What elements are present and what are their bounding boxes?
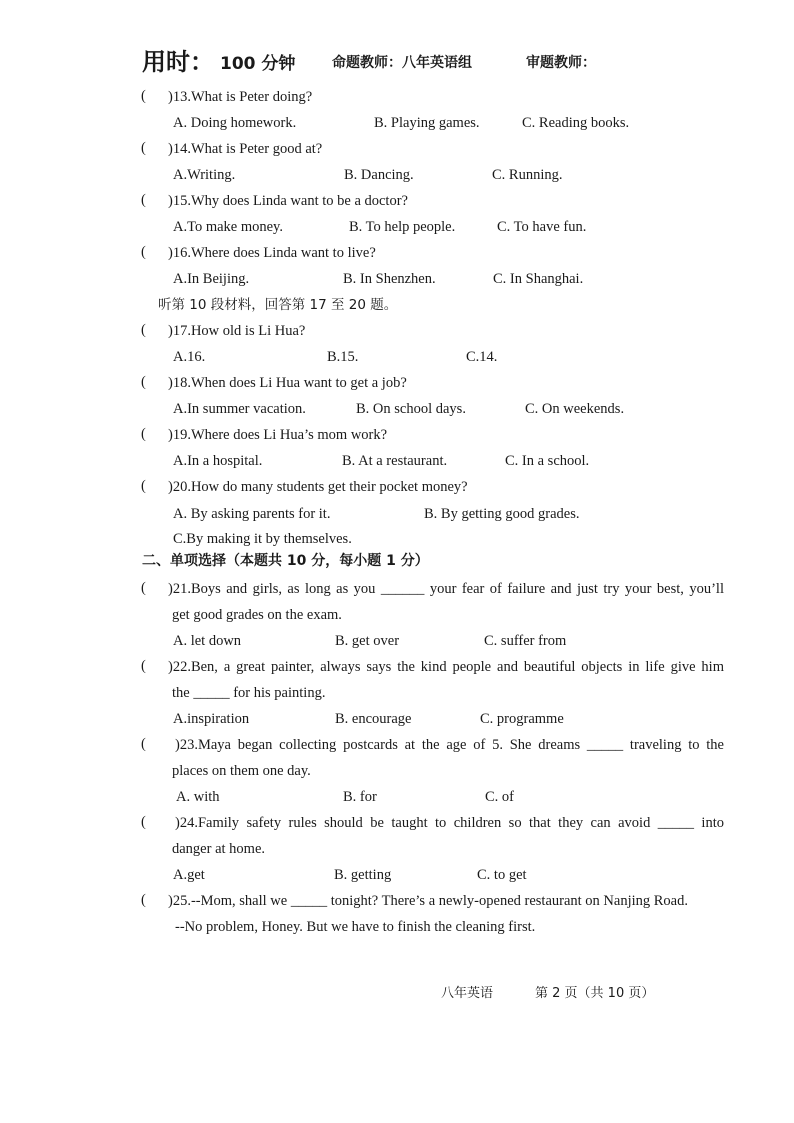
footer-subject: 八年英语	[441, 986, 494, 1001]
option-b: B. At a restaurant.	[342, 453, 448, 469]
question-text: )17.How old is Li Hua?	[168, 323, 306, 339]
question-text: )22.Ben, a great painter, always says the kind people and beautiful objects in life give him	[168, 659, 724, 675]
answer-bracket[interactable]: (	[141, 478, 146, 494]
option-b: B. By getting good grades.	[424, 506, 580, 522]
question-text: )18.When does Li Hua want to get a job?	[168, 375, 407, 391]
question-text: )19.Where does Li Hua’s mom work?	[168, 427, 388, 443]
option-b: B.15.	[327, 349, 359, 365]
answer-bracket[interactable]: (	[141, 814, 146, 830]
question-text-continued: get good grades on the exam.	[172, 607, 342, 623]
option-b: B. In Shenzhen.	[343, 271, 436, 287]
option-b: B. getting	[334, 867, 392, 883]
option-a: A. Doing homework.	[173, 115, 297, 131]
question-text: )14.What is Peter good at?	[168, 141, 323, 157]
option-c: C. to get	[477, 867, 527, 883]
answer-bracket[interactable]: (	[141, 88, 146, 104]
answer-bracket[interactable]: (	[141, 736, 146, 752]
option-a: A. By asking parents for it.	[173, 506, 331, 522]
option-a: A. with	[176, 789, 220, 805]
question-text: )16.Where does Linda want to live?	[168, 245, 376, 261]
option-a: A.In summer vacation.	[173, 401, 306, 417]
question-text: )25.--Mom, shall we _____ tonight? There’s a newly-opened restaurant on Nanjing Road.	[168, 893, 688, 909]
question-text: )23.Maya began collecting postcards at the age of 5. She dreams _____ traveling to the	[175, 737, 724, 753]
answer-bracket[interactable]: (	[141, 426, 146, 442]
option-c: C. suffer from	[484, 633, 567, 649]
question-text: )20.How do many students get their pocket money?	[168, 479, 468, 495]
answer-bracket[interactable]: (	[141, 244, 146, 260]
option-c: C. Reading books.	[522, 115, 630, 131]
option-c: C. In a school.	[505, 453, 590, 469]
time-label: 用时：	[142, 48, 214, 76]
option-b: B. Playing games.	[374, 115, 480, 131]
question-text-continued: places on them one day.	[172, 763, 311, 779]
option-c: C. Running.	[492, 167, 563, 183]
answer-bracket[interactable]: (	[141, 892, 146, 908]
answer-bracket[interactable]: (	[141, 322, 146, 338]
question-text: )24.Family safety rules should be taught to children so that they can avoid _____ into	[175, 815, 724, 831]
section-2-title: 二、单项选择（本题共 10 分，每小题 1 分）	[142, 553, 429, 569]
option-a: A.16.	[173, 349, 206, 365]
answer-bracket[interactable]: (	[141, 192, 146, 208]
answer-bracket[interactable]: (	[141, 658, 146, 674]
author-label: 命题教师：八年英语组	[332, 55, 472, 71]
option-b: B. Dancing.	[344, 167, 414, 183]
option-c: C. In Shanghai.	[493, 271, 584, 287]
option-a: A. let down	[173, 633, 242, 649]
question-text-continued: danger at home.	[172, 841, 266, 857]
option-b: B. To help people.	[349, 219, 456, 235]
option-a: A.Writing.	[173, 167, 236, 183]
material-instruction: 听第 10 段材料，回答第 17 至 20 题。	[158, 297, 398, 313]
time-value: 100 分钟	[220, 54, 296, 74]
option-b: B. for	[343, 789, 377, 805]
option-a: A.In a hospital.	[173, 453, 263, 469]
option-a: A.inspiration	[173, 711, 250, 727]
option-b: B. On school days.	[356, 401, 466, 417]
question-text: )13.What is Peter doing?	[168, 89, 313, 105]
question-text: )15.Why does Linda want to be a doctor?	[168, 193, 408, 209]
option-a: A.In Beijing.	[173, 271, 250, 287]
option-c: C.14.	[466, 349, 498, 365]
option-b: B. get over	[335, 633, 400, 649]
answer-bracket[interactable]: (	[141, 580, 146, 596]
reviewer-label: 审题教师：	[526, 55, 596, 71]
option-c: C. programme	[480, 711, 564, 727]
answer-bracket[interactable]: (	[141, 374, 146, 390]
option-c: C.By making it by themselves.	[173, 531, 352, 547]
option-c: C. of	[485, 789, 514, 805]
answer-bracket[interactable]: (	[141, 140, 146, 156]
option-c: C. On weekends.	[525, 401, 625, 417]
question-text-continued: --No problem, Honey. But we have to finish the cleaning first.	[175, 919, 536, 935]
option-c: C. To have fun.	[497, 219, 587, 235]
question-text-continued: the _____ for his painting.	[172, 685, 326, 701]
question-text: )21.Boys and girls, as long as you ______ your fear of failure and just try your best, you’ll	[168, 581, 724, 597]
option-b: B. encourage	[335, 711, 412, 727]
footer-page-number: 第 2 页（共 10 页）	[535, 986, 655, 1001]
option-a: A.get	[173, 867, 205, 883]
option-a: A.To make money.	[173, 219, 283, 235]
